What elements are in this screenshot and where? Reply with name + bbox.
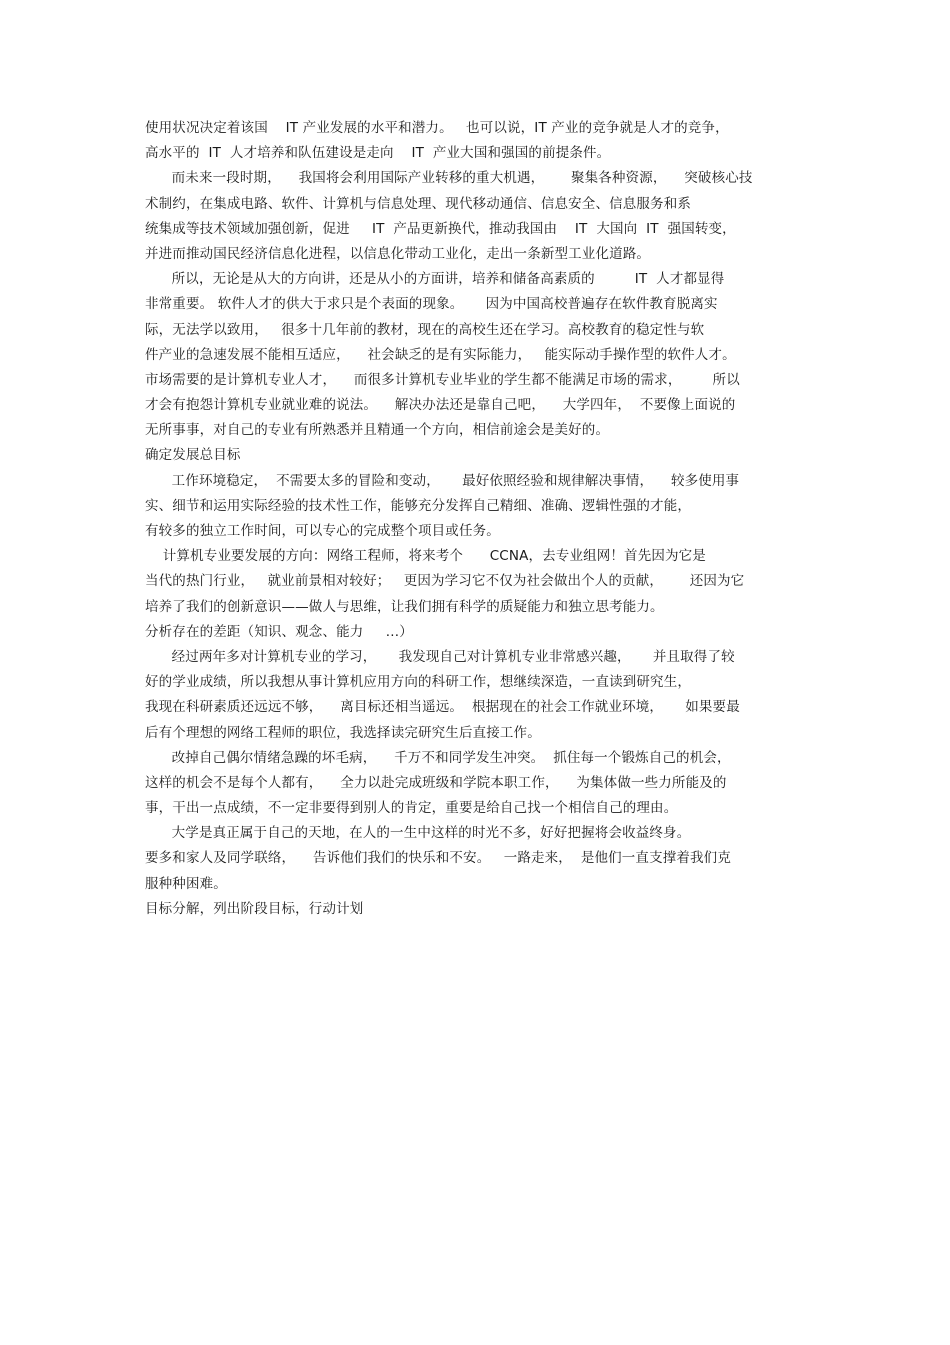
text-line: 大学是真正属于自己的天地，在人的一生中这样的时光不多，好好把握将会收益终身。 bbox=[145, 825, 691, 842]
text-line: 非常重要。 软件人才的供大于求只是个表面的现象。 因为中国高校普遍存在软件教育脱离实 bbox=[145, 296, 718, 313]
text-line: 统集成等技术领域加强创新，促进 IT 产品更新换代，推动我国由 IT 大国向 IT 强国转变， bbox=[145, 220, 736, 237]
text-line: 培养了我们的创新意识——做人与思维，让我们拥有科学的质疑能力和独立思考能力。 bbox=[145, 598, 664, 615]
text-line: 我现在科研素质还远远不够， 离目标还相当遥远。 根据现在的社会工作就业环境， 如果要最 bbox=[145, 699, 740, 716]
text-line: 使用状况决定着该国 IT 产业发展的水平和潜力。 也可以说，IT 产业的竞争就是人才的竞争， bbox=[145, 120, 729, 136]
text-line: 所以，无论是从大的方向讲，还是从小的方面讲，培养和储备高素质的 IT 人才都显得 bbox=[145, 271, 725, 288]
text-line: 工作环境稳定， 不需要太多的冒险和变动， 最好依照经验和规律解决事情， 较多使用事 bbox=[145, 472, 740, 489]
section-heading-gap: 分析存在的差距（知识、观念、能力 …） bbox=[145, 623, 413, 640]
text-line: 才会有抱怨计算机专业就业难的说法。 解决办法还是靠自己吧， 大学四年， 不要像上面说的 bbox=[145, 397, 736, 414]
text-line: 改掉自己偶尔情绪急躁的坏毛病， 千万不和同学发生冲突。 抓住每一个锻炼自己的机会， bbox=[145, 749, 731, 766]
text-line: 经过两年多对计算机专业的学习， 我发现自己对计算机专业非常感兴趣， 并且取得了较 bbox=[145, 648, 735, 665]
text-line: 当代的热门行业， 就业前景相对较好； 更因为学习它不仅为社会做出个人的贡献， 还因为它 bbox=[145, 573, 745, 590]
text-line: 而未来一段时期， 我国将会利用国际产业转移的重大机遇， 聚集各种资源， 突破核心技 bbox=[145, 170, 753, 187]
text-line: 后有个理想的网络工程师的职位，我选择读完研究生后直接工作。 bbox=[145, 724, 541, 741]
text-line: 计算机专业要发展的方向：网络工程师，将来考个 CCNA，去专业组网！首先因为它是 bbox=[145, 548, 706, 565]
section-heading-plan: 目标分解，列出阶段目标，行动计划 bbox=[145, 900, 364, 917]
text-line: 这样的机会不是每个人都有， 全力以赴完成班级和学院本职工作， 为集体做一些力所能及的 bbox=[145, 774, 727, 791]
text-line: 并进而推动国民经济信息化进程，以信息化带动工业化，走出一条新型工业化道路。 bbox=[145, 245, 651, 262]
text-line: 服种种困难。 bbox=[145, 875, 227, 892]
section-heading-goal: 确定发展总目标 bbox=[145, 447, 241, 464]
text-line: 际，无法学以致用， 很多十几年前的教材，现在的高校生还在学习。高校教育的稳定性与软 bbox=[145, 321, 705, 338]
text-line: 好的学业成绩，所以我想从事计算机应用方向的科研工作，想继续深造，一直读到研究生， bbox=[145, 674, 691, 691]
text-line: 实、细节和运用实际经验的技术性工作，能够充分发挥自己精细、准确、逻辑性强的才能， bbox=[145, 497, 691, 514]
text-line: 高水平的 IT 人才培养和队伍建设是走向 IT 产业大国和强国的前提条件。 bbox=[145, 145, 611, 162]
text-line: 市场需要的是计算机专业人才， 而很多计算机专业毕业的学生都不能满足市场的需求， 所以 bbox=[145, 371, 740, 388]
text-line: 无所事事，对自己的专业有所熟悉并且精通一个方向，相信前途会是美好的。 bbox=[145, 422, 610, 439]
document-body bbox=[145, 116, 810, 922]
text-line: 事，干出一点成绩，不一定非要得到别人的肯定，重要是给自己找一个相信自己的理由。 bbox=[145, 800, 678, 817]
text-line: 术制约，在集成电路、软件、计算机与信息处理、现代移动通信、信息安全、信息服务和系 bbox=[145, 195, 691, 212]
text-line: 有较多的独立工作时间，可以专心的完成整个项目或任务。 bbox=[145, 523, 500, 539]
text-line: 件产业的急速发展不能相互适应， 社会缺乏的是有实际能力， 能实际动手操作型的软件人才。 bbox=[145, 346, 736, 363]
text-line: 要多和家人及同学联络， 告诉他们我们的快乐和不安。 一路走来， 是他们一直支撑着我们克 bbox=[145, 850, 731, 867]
